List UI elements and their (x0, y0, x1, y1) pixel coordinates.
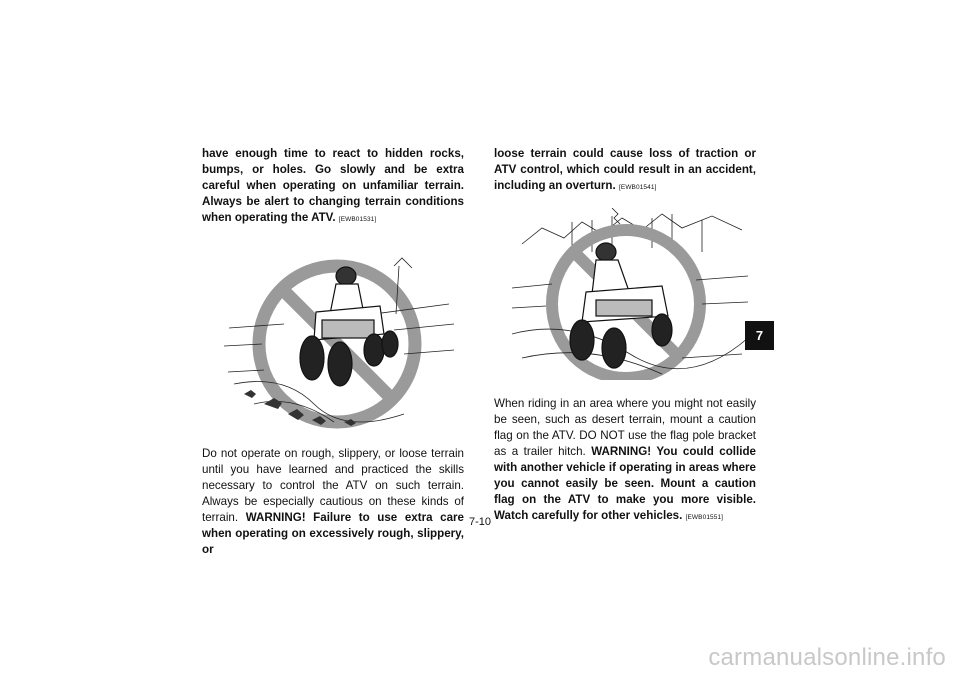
chapter-tab: 7 (745, 321, 774, 350)
left-top-warning-text: have enough time to react to hidden rocks, bumps, or holes. Go slowly and be extra careful when operating on unfamiliar terrain. Always be alert to changing terrain conditions when operating the ATV. (202, 147, 464, 224)
right-body-paragraph (494, 396, 756, 526)
left-column (202, 146, 464, 558)
left-warning-text: WARNING! Failure to use extra care when operating on excessively rough, slippery, or (202, 511, 464, 556)
slippery-terrain-prohibited-illustration (512, 208, 748, 380)
right-column (494, 146, 756, 526)
right-warning-text: WARNING! You could collide with another vehicle if operating in areas where you cannot easily be seen. Mount a caution flag on the ATV to make you more visible. Watch carefully for other vehicles. (494, 445, 756, 522)
right-body-text: When riding in an area where you might not easily be seen, such as desert terrain, mount a caution flag on the ATV. DO NOT use the flag pole bracket as a trailer hitch. (494, 397, 756, 458)
rough-terrain-prohibited-illustration (224, 254, 454, 430)
warning-code: [EWB01541] (618, 184, 657, 191)
warning-code: [EWB01551] (685, 514, 724, 521)
warning-code: [EWB01531] (338, 216, 377, 223)
right-top-warning-text: loose terrain could cause loss of traction or ATV control, which could result in an accident, including an overturn. (494, 147, 756, 192)
watermark: carmanualsonline.info (708, 644, 946, 671)
left-body-text: Do not operate on rough, slippery, or loose terrain until you have learned and practiced the skills necessary to control the ATV on such terrain. Always be especially cautious on these kinds of terrain. (202, 447, 464, 524)
left-body-paragraph (202, 446, 464, 558)
page-number: 7-10 (468, 516, 492, 528)
right-top-warning (494, 146, 756, 196)
left-top-warning (202, 146, 464, 228)
